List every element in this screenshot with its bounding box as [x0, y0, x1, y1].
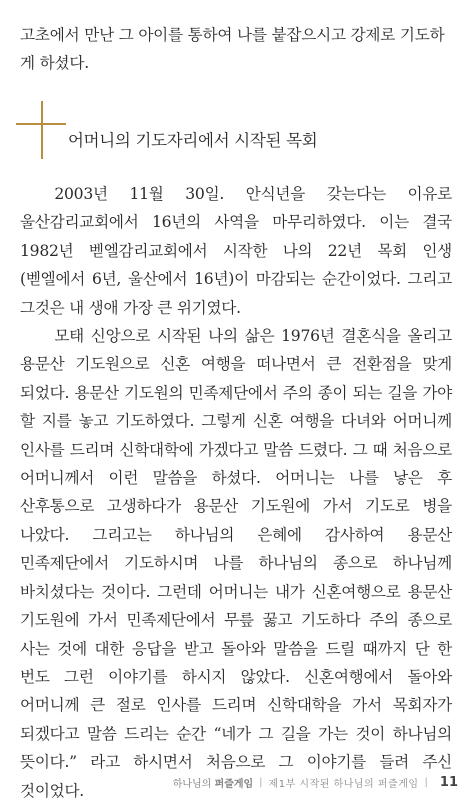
intro-paragraph: 고초에서 만난 그 아이를 통하여 나를 붙잡으시고 강제로 기도하게 하셨다.	[20, 26, 445, 72]
footer-book-title-prefix: 하나님의	[172, 778, 212, 790]
page-number: 11	[439, 774, 458, 790]
footer-chapter: 제1부 시작된 하나님의 퍼즐게임	[268, 778, 419, 790]
cross-vertical-line	[41, 101, 43, 159]
footer-separator-1: |	[259, 776, 263, 788]
body-paragraph-2: 모태 신앙으로 시작된 나의 삶은 1976년 결혼식을 올리고 용문산 기도원으로 신혼 여행을 떠나면서 큰 전환점을 맞게 되었다. 용문산 기도원의 민족제단에서 주의 종이 되는 길을 가야 할 지를 놓고 기도하였다. 그렇게 신혼 여행을 다녀와 어머니께 인사를 드리며 신학대학에 가겠다고 말씀 드렸다. 그 때 처음으로 어머니께서 이런 말씀을 하셨다. 어머니는 나를 낳은 후 산후통으로 고생하다가 용문산 기도원에 가서 기도로 병을 나았다. 그리고는 하나님의 은혜에 감사하여 용문산 민족제단에서 기도하시며 나를 하나님의 종으로 하나님께 바치셨다는 것이다. 그런데 어머니는 내가 신혼여행으로 용문산 기도원에 가서 민족제단에서 무릎 꿇고 기도하다 주의 종으로 사는 것에 대한 응답을 받고 돌아와 말씀을 드릴 때까지 단 한 번도 그런 이야기를 하시지 않았다. 신혼여행에서 돌아와 어머니께 큰 절로 인사를 드리며 신학대학을 가서 목회자가 되겠다고 말씀 드리는 순간 “네가 그 길을 가는 것이 하나님의 뜻이다.” 라고 하시면서 처음으로 그 이야기를 들려 주신 것이었다.	[20, 327, 452, 800]
page-footer	[150, 772, 458, 792]
footer-book-title-bold: 퍼즐게임	[214, 778, 254, 790]
section-header	[16, 101, 456, 171]
footer-separator-2: |	[424, 776, 428, 788]
body-text	[20, 180, 452, 805]
footer-book-title	[173, 775, 253, 790]
section-title: 어머니의 기도자리에서 시작된 목회	[68, 131, 318, 150]
body-paragraph-1: 2003년 11월 30일. 안식년을 갖는다는 이유로 울산감리교회에서 16년의 사역을 마무리하였다. 이는 결국 1982년 벧엘감리교회에서 시작한 나의 22년 목회 인생(벧엘에서 6년, 울산에서 16년)이 마감되는 순간이었다. 그리고 그것은 내 생애 가장 큰 위기였다.	[20, 185, 452, 317]
cross-horizontal-line	[16, 123, 66, 125]
